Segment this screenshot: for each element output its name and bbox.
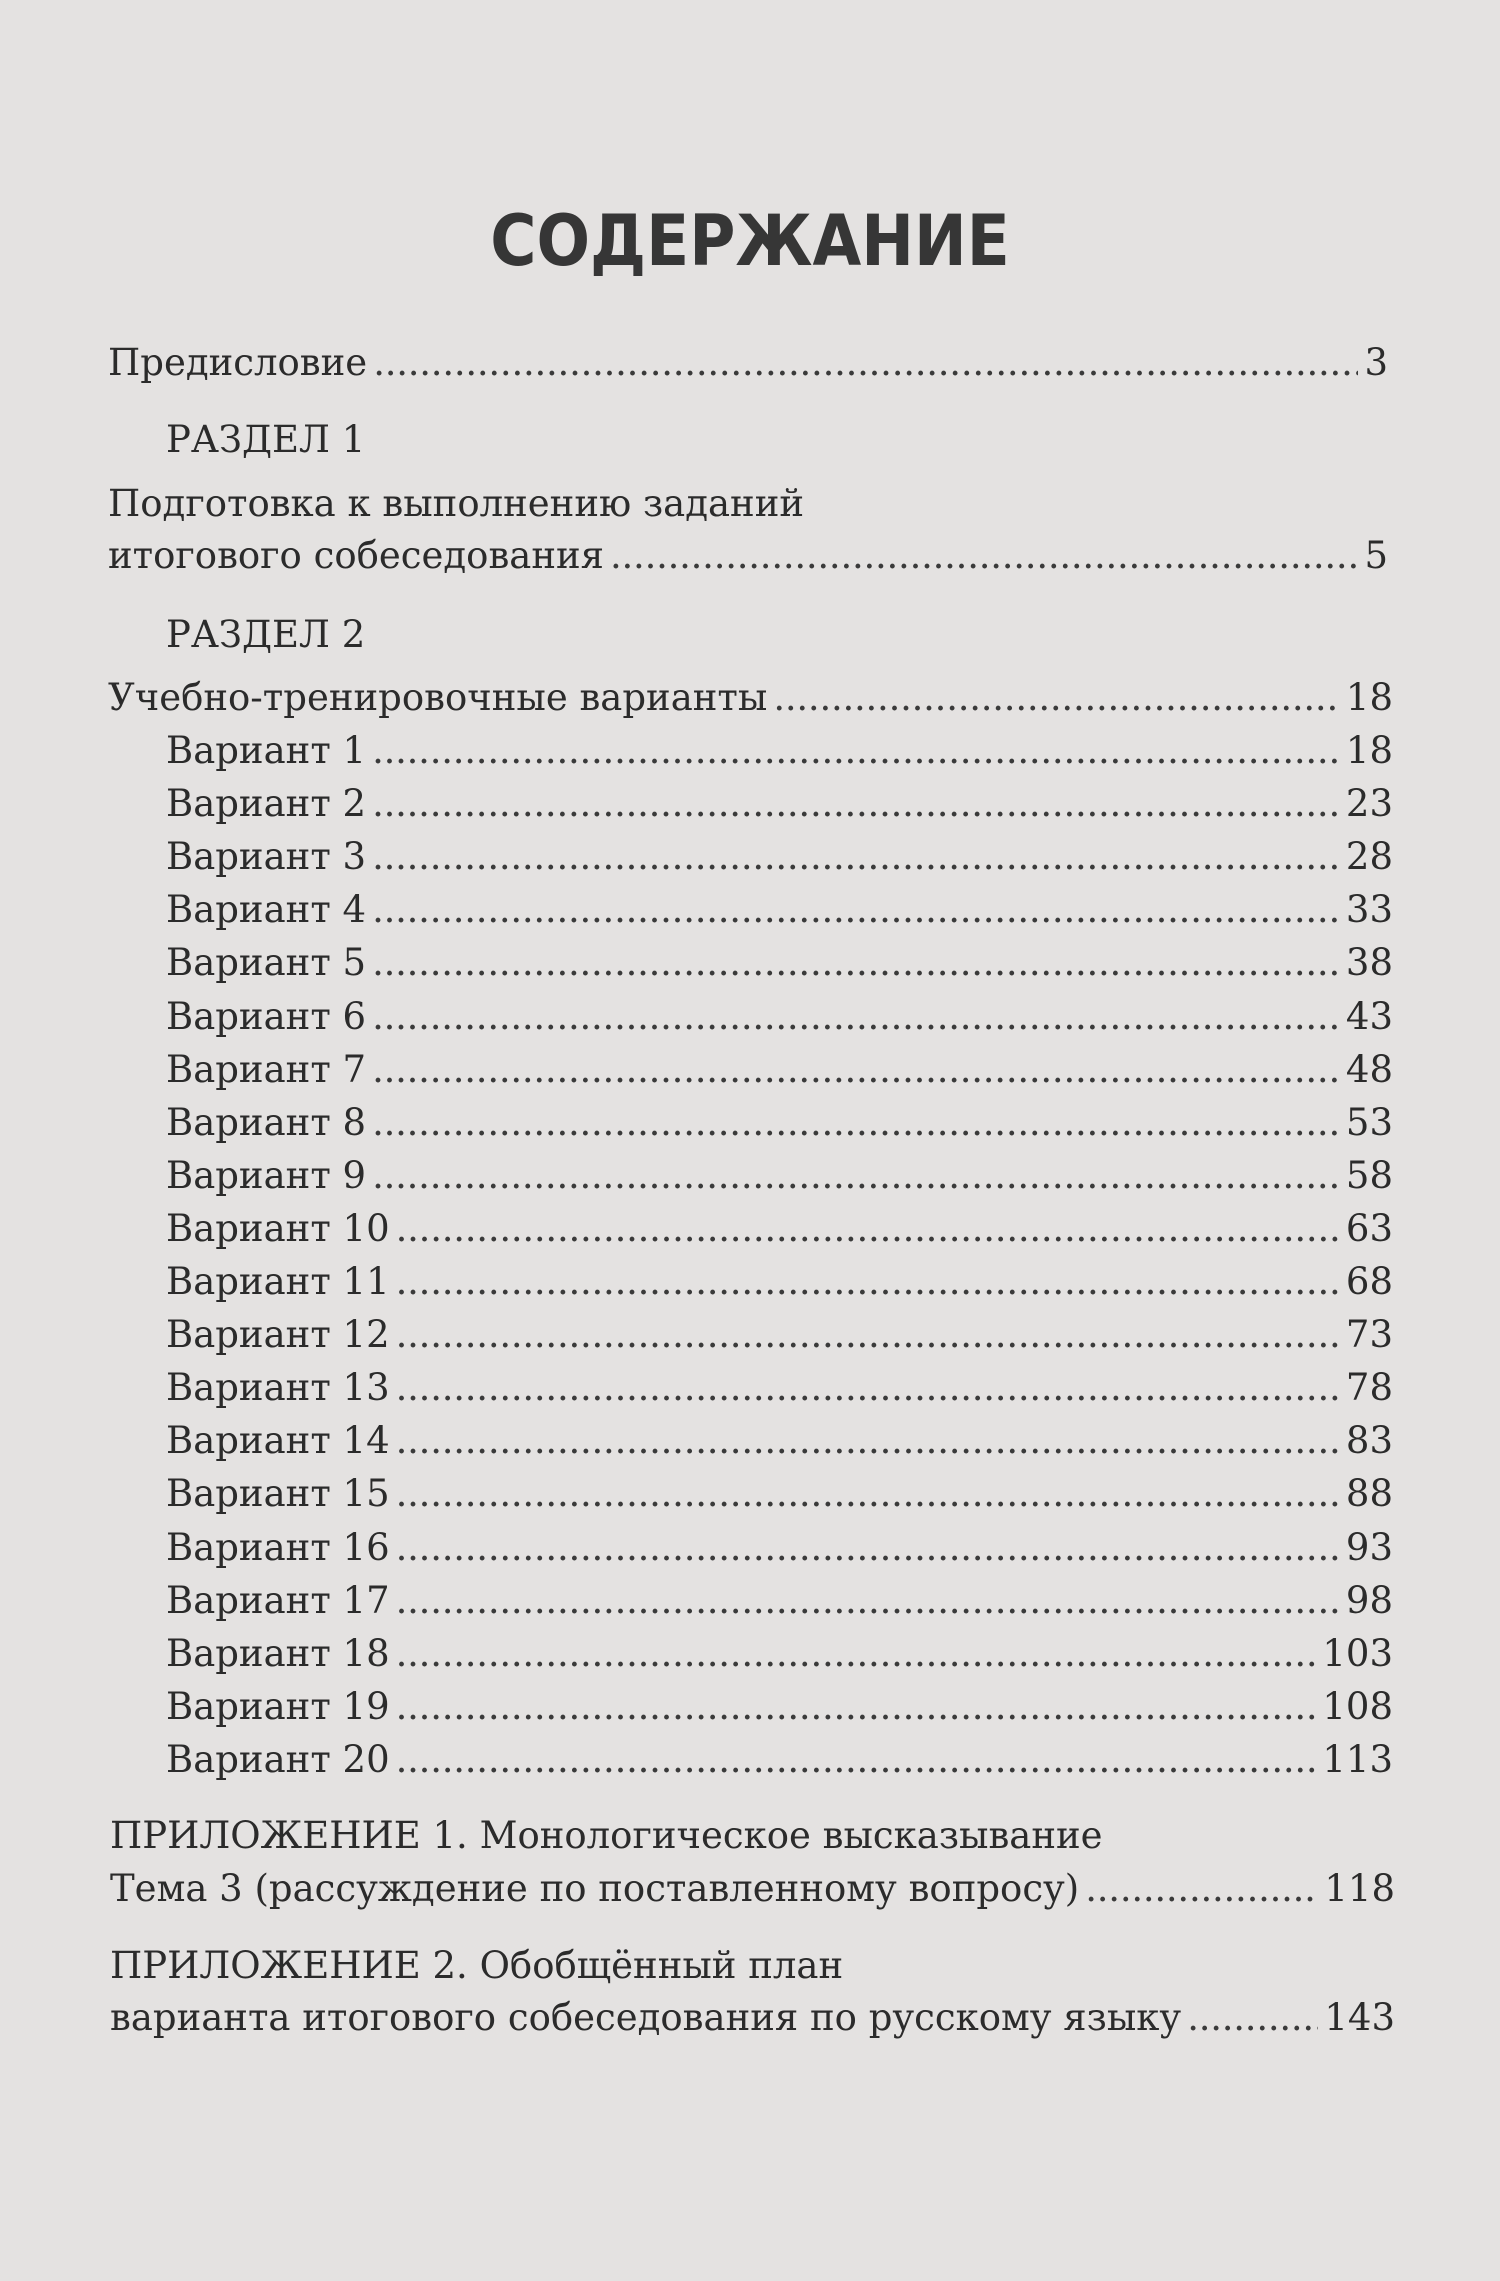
toc-entry-label: Вариант 16 (166, 1526, 390, 1569)
toc-entry-variant[interactable] (166, 728, 1393, 774)
toc-page-number: 58 (1345, 1154, 1393, 1197)
toc-entry-section1[interactable] (108, 533, 1388, 579)
toc-page-number: 118 (1324, 1867, 1395, 1910)
toc-entry-label: Вариант 9 (166, 1154, 367, 1197)
leader-dots (372, 1100, 1340, 1146)
toc-page-number: 28 (1345, 835, 1393, 878)
leader-dots (372, 1047, 1340, 1093)
leader-dots (372, 834, 1340, 880)
toc-entry-label: Тема 3 (рассуждение по поставленному вопросу) (110, 1867, 1080, 1910)
toc-entry-appendix2-line1: ПРИЛОЖЕНИЕ 2. Обобщённый план (110, 1944, 844, 1987)
toc-entry-label: Вариант 6 (166, 995, 367, 1038)
leader-dots (396, 1525, 1340, 1571)
toc-entry-appendix1[interactable] (110, 1866, 1395, 1912)
toc-entry-variant[interactable] (166, 940, 1393, 986)
leader-dots (396, 1206, 1340, 1252)
toc-entry-variant[interactable] (166, 834, 1393, 880)
toc-page-number: 23 (1345, 782, 1393, 825)
leader-dots (396, 1737, 1317, 1783)
page-title: СОДЕРЖАНИЕ (490, 200, 1010, 282)
toc-entry-label: Вариант 17 (166, 1579, 390, 1622)
toc-page-number: 143 (1324, 1996, 1395, 2039)
toc-entry-label: Вариант 19 (166, 1685, 390, 1728)
toc-page-number: 83 (1345, 1419, 1393, 1462)
toc-entry-preface[interactable] (108, 340, 1388, 386)
leader-dots (396, 1471, 1340, 1517)
toc-page-number: 5 (1364, 534, 1388, 577)
toc-page-number: 18 (1345, 729, 1393, 772)
toc-entry-label: варианта итогового собеседования по русскому языку (110, 1996, 1182, 2039)
toc-page-number: 73 (1345, 1313, 1393, 1356)
toc-entry-variant[interactable] (166, 1737, 1393, 1783)
toc-page-number: 108 (1322, 1685, 1393, 1728)
leader-dots (610, 533, 1358, 579)
toc-entry-label: Вариант 14 (166, 1419, 390, 1462)
toc-entry-label: Вариант 12 (166, 1313, 390, 1356)
toc-entry-variant[interactable] (166, 1206, 1393, 1252)
toc-entry-variant[interactable] (166, 887, 1393, 933)
toc-page-number: 78 (1345, 1366, 1393, 1409)
leader-dots (372, 1153, 1340, 1199)
toc-entry-label: Вариант 13 (166, 1366, 390, 1409)
toc-entry-variant[interactable] (166, 1631, 1393, 1677)
leader-dots (372, 940, 1340, 986)
toc-entry-label: Вариант 11 (166, 1260, 390, 1303)
toc-entry-variant[interactable] (166, 1153, 1393, 1199)
toc-entry-section1-line1: Подготовка к выполнению заданий (108, 482, 805, 525)
toc-page-number: 68 (1345, 1260, 1393, 1303)
toc-page-number: 43 (1345, 995, 1393, 1038)
leader-dots (396, 1312, 1340, 1358)
leader-dots (1085, 1866, 1318, 1912)
toc-page-number: 103 (1322, 1632, 1393, 1675)
leader-dots (773, 675, 1340, 721)
toc-entry-label: Вариант 10 (166, 1207, 390, 1250)
leader-dots (372, 994, 1340, 1040)
toc-page-number: 63 (1345, 1207, 1393, 1250)
toc-page-number: 113 (1322, 1738, 1393, 1781)
toc-entry-label: Вариант 15 (166, 1472, 390, 1515)
toc-page-number: 88 (1345, 1472, 1393, 1515)
toc-page-number: 38 (1345, 941, 1393, 984)
toc-entry-label: Вариант 2 (166, 782, 367, 825)
toc-entry-variant[interactable] (166, 1259, 1393, 1305)
toc-entry-variant[interactable] (166, 1684, 1393, 1730)
toc-entry-variant[interactable] (166, 1100, 1393, 1146)
leader-dots (372, 781, 1340, 827)
toc-entry-variant[interactable] (166, 1525, 1393, 1571)
toc-entry-variant[interactable] (166, 781, 1393, 827)
leader-dots (396, 1365, 1340, 1411)
toc-entry-label: Вариант 18 (166, 1632, 390, 1675)
leader-dots (396, 1418, 1340, 1464)
toc-entry-appendix1-line1: ПРИЛОЖЕНИЕ 1. Монологическое высказывание (110, 1814, 1103, 1857)
leader-dots (396, 1578, 1340, 1624)
toc-entry-label: Вариант 4 (166, 888, 367, 931)
toc-page-number: 3 (1364, 341, 1388, 384)
toc-page-number: 53 (1345, 1101, 1393, 1144)
toc-entry-variant[interactable] (166, 1365, 1393, 1411)
toc-entry-variant[interactable] (166, 1471, 1393, 1517)
toc-entry-label: итогового собеседования (108, 534, 604, 577)
toc-entry-label: Вариант 20 (166, 1738, 390, 1781)
toc-page-number: 18 (1345, 676, 1393, 719)
section-heading-2: РАЗДЕЛ 2 (166, 613, 366, 656)
toc-entry-variant[interactable] (166, 1047, 1393, 1093)
toc-page-number: 33 (1345, 888, 1393, 931)
toc-entry-appendix2[interactable] (110, 1995, 1395, 2041)
toc-entry-label: Вариант 5 (166, 941, 367, 984)
section-heading-1: РАЗДЕЛ 1 (166, 418, 366, 461)
toc-entry-variant[interactable] (166, 1418, 1393, 1464)
toc-entry-label: Вариант 8 (166, 1101, 367, 1144)
leader-dots (396, 1259, 1340, 1305)
toc-page-number: 48 (1345, 1048, 1393, 1091)
leader-dots (1187, 1995, 1318, 2041)
leader-dots (372, 728, 1340, 774)
toc-entry-label: Вариант 1 (166, 729, 367, 772)
toc-entry-variant[interactable] (166, 1578, 1393, 1624)
leader-dots (396, 1631, 1317, 1677)
leader-dots (396, 1684, 1317, 1730)
leader-dots (373, 340, 1358, 386)
toc-entry-label: Учебно-тренировочные варианты (108, 676, 768, 719)
toc-entry-section2[interactable] (108, 675, 1393, 721)
toc-entry-variant[interactable] (166, 994, 1393, 1040)
toc-entry-label: Предисловие (108, 341, 368, 384)
leader-dots (372, 887, 1340, 933)
toc-entry-label: Вариант 7 (166, 1048, 367, 1091)
toc-entry-label: Вариант 3 (166, 835, 367, 878)
toc-page-number: 93 (1345, 1526, 1393, 1569)
toc-page-number: 98 (1345, 1579, 1393, 1622)
toc-entry-variant[interactable] (166, 1312, 1393, 1358)
